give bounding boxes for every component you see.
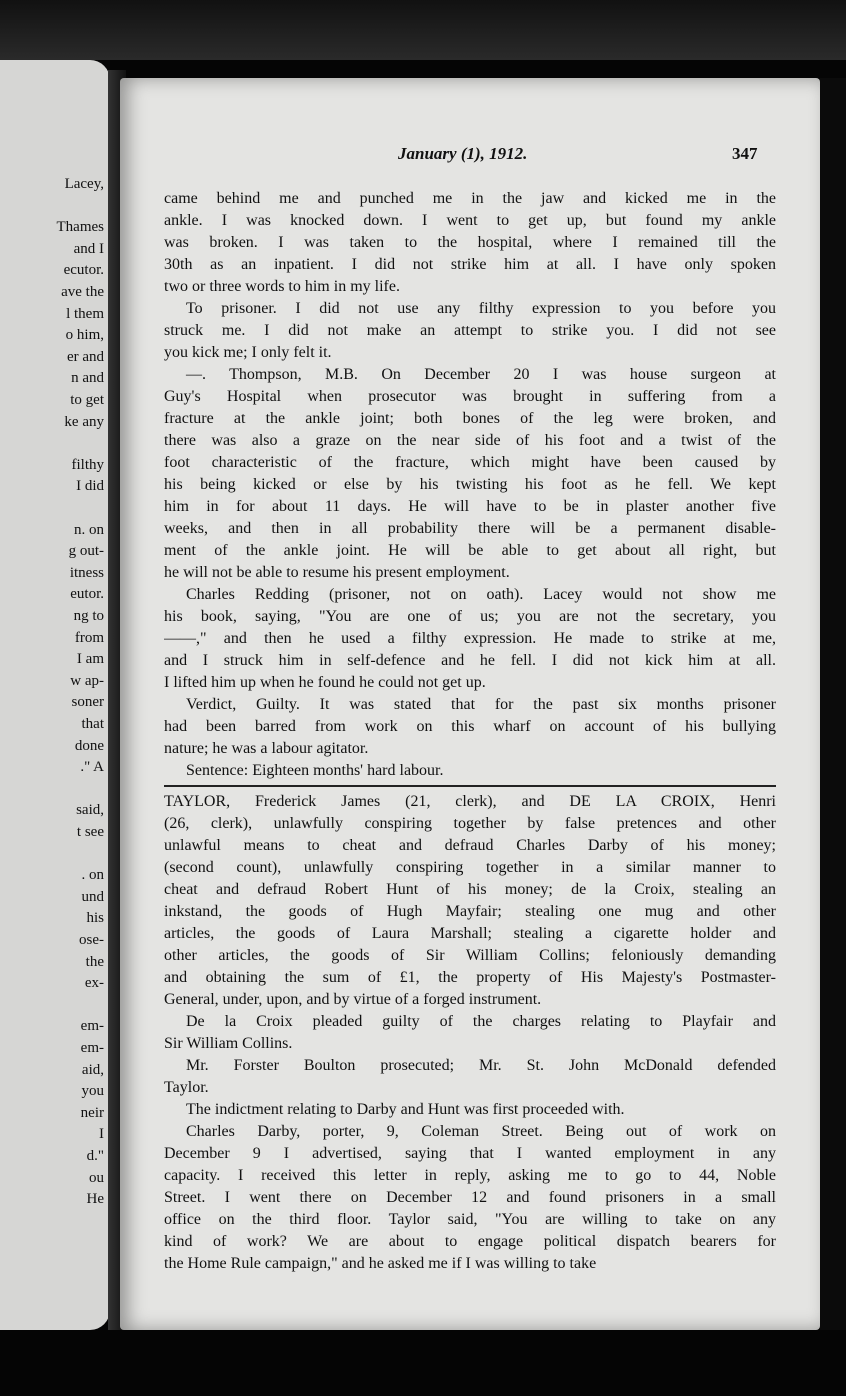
text-line: other articles, the goods of Sir William Collins; feloniously demanding — [164, 947, 776, 964]
left-page-fragment: em- — [80, 1018, 104, 1035]
text-line: Street. I went there on December 12 and found prisoners in a small — [164, 1189, 776, 1206]
text-line: (second count), unlawfully conspiring together in a similar manner to — [164, 859, 776, 876]
left-page-fragment: w ap- — [70, 672, 104, 689]
left-page-fragment: aid, — [81, 1061, 104, 1078]
left-page-fragment: his — [86, 910, 104, 927]
text-line: ankle. I was knocked down. I went to get up, but found my ankle — [164, 212, 776, 229]
left-page-fragment: and I — [73, 240, 104, 257]
scan-top-edge — [0, 0, 846, 60]
left-page-fragment: er and — [66, 348, 104, 365]
text-line: nature; he was a labour agitator. — [164, 740, 369, 757]
text-line: came behind me and punched me in the jaw and kicked me in the — [164, 190, 776, 207]
left-page-fragment: ose- — [79, 932, 104, 948]
left-page-fragment: eutor. — [70, 586, 104, 603]
left-page-fragment: done — [74, 737, 104, 754]
left-page-fragment: d." — [86, 1148, 104, 1164]
left-page-fragment: ex- — [84, 975, 104, 992]
text-line: kind of work? We are about to engage political dispatch bearers for — [164, 1233, 776, 1250]
left-page-fragment: t see — [76, 824, 104, 840]
left-page-fragment: ng to — [73, 608, 104, 624]
text-line: and I struck him in self-defence and he fell. I did not kick him at all. — [164, 652, 776, 669]
left-page-fragment: em- — [80, 1040, 104, 1056]
left-page-fragment: you — [81, 1083, 104, 1100]
left-page-fragment: und — [81, 888, 104, 905]
case-separator-rule — [164, 785, 776, 787]
left-page-fragment: said, — [76, 802, 104, 819]
text-line: office on the third floor. Taylor said, "You are willing to take on any — [164, 1211, 776, 1228]
text-line: 30th as an inpatient. I did not strike him at all. I have only spoken — [164, 256, 776, 273]
text-line: Mr. Forster Boulton prosecuted; Mr. St. John McDonald defended — [186, 1057, 776, 1074]
text-line: I lifted him up when he found he could not get up. — [164, 674, 486, 691]
left-page-fragment: Lacey, — [64, 176, 104, 192]
left-page-fragment: ke any — [64, 413, 104, 430]
page-body — [164, 188, 776, 1275]
text-line: —. Thompson, M.B. On December 20 I was house surgeon at — [186, 366, 776, 383]
left-page-fragment: He — [86, 1191, 104, 1208]
left-facing-page — [0, 60, 110, 1330]
left-page-fragment: Thames — [56, 219, 104, 236]
left-page-fragment: ecutor. — [63, 262, 104, 279]
text-line: unlawful means to cheat and defraud Charles Darby of his money; — [164, 837, 776, 854]
text-line: TAYLOR, Frederick James (21, clerk), and DE LA CROIX, Henri — [164, 793, 776, 810]
text-line: was broken. I was taken to the hospital, where I remained till the — [164, 234, 776, 251]
left-page-fragment: . on — [81, 867, 104, 884]
text-line: there was also a graze on the near side of his foot and a twist of the — [164, 432, 776, 449]
left-page-fragment: g out- — [68, 543, 104, 560]
text-line: foot characteristic of the fracture, which might have been caused by — [164, 454, 776, 471]
text-line: the Home Rule campaign," and he asked me if I was willing to take — [164, 1255, 597, 1272]
left-page-fragment: the — [85, 953, 104, 970]
left-page-fragment: I — [99, 1126, 104, 1143]
left-page-fragment: ou — [89, 1169, 104, 1186]
book-page — [120, 78, 820, 1330]
text-line: The indictment relating to Darby and Hunt was first proceeded with. — [186, 1101, 625, 1118]
text-line: Charles Darby, porter, 9, Coleman Street. Being out of work on — [186, 1123, 776, 1140]
text-line: he will not be able to resume his present employment. — [164, 564, 510, 581]
scan-right-edge — [820, 78, 846, 1330]
left-page-fragment: o him, — [65, 327, 104, 344]
left-page-fragment: soner — [71, 694, 104, 711]
text-line: had been barred from work on this wharf on account of his bullying — [164, 718, 776, 735]
text-line: De la Croix pleaded guilty of the charges relating to Playfair and — [186, 1013, 776, 1030]
page-header — [120, 144, 820, 168]
text-line: his being kicked or else by his twisting his foot as he fell. We kept — [164, 476, 776, 493]
text-line: him in for about 11 days. He will have to be in plaster another five — [164, 498, 776, 515]
text-line: capacity. I received this letter in reply, asking me to go to 44, Noble — [164, 1167, 776, 1184]
text-line: Verdict, Guilty. It was stated that for the past six months prisoner — [186, 696, 776, 713]
text-line: articles, the goods of Laura Marshall; stealing a cigarette holder and — [164, 925, 776, 942]
page-number: 347 — [732, 144, 758, 163]
left-page-fragment: filthy — [71, 456, 104, 473]
left-page-fragment: neir — [80, 1104, 104, 1121]
left-page-fragment: ave the — [61, 284, 104, 300]
left-page-fragment: itness — [69, 564, 104, 581]
left-page-fragment: l them — [66, 305, 104, 322]
left-page-fragment: to get — [70, 392, 104, 408]
left-page-fragment: ." A — [80, 759, 104, 776]
text-line: Guy's Hospital when prosecutor was brought in suffering from a — [164, 388, 776, 405]
text-line: ——," and then he used a filthy expression. He made to strike at me, — [164, 630, 776, 647]
left-page-fragment: n. on — [74, 521, 104, 538]
left-page-fragment: from — [74, 629, 104, 646]
text-line: weeks, and then in all probability there will be a permanent disable- — [164, 520, 776, 537]
text-line: To prisoner. I did not use any filthy expression to you before you — [186, 300, 776, 317]
text-line: (26, clerk), unlawfully conspiring together by false pretences and other — [164, 815, 776, 832]
text-line: you kick me; I only felt it. — [164, 344, 332, 361]
text-line: Sentence: Eighteen months' hard labour. — [186, 762, 444, 779]
running-head: January (1), 1912. — [398, 144, 528, 163]
text-line: fracture at the ankle joint; both bones of the leg were broken, and — [164, 410, 776, 427]
text-line: his book, saying, "You are one of us; you are not the secretary, you — [164, 608, 776, 625]
text-line: ment of the ankle joint. He will be able to get about all right, but — [164, 542, 776, 559]
left-page-fragment: that — [81, 716, 104, 732]
text-line: two or three words to him in my life. — [164, 278, 400, 295]
text-line: December 9 I advertised, saying that I wanted employment in any — [164, 1145, 776, 1162]
text-line: Charles Redding (prisoner, not on oath). Lacey would not show me — [186, 586, 776, 603]
text-line: Sir William Collins. — [164, 1035, 293, 1052]
text-line: and obtaining the sum of £1, the property of His Majesty's Postmaster- — [164, 969, 776, 986]
text-line: Taylor. — [164, 1079, 209, 1096]
left-page-fragment: I am — [76, 651, 104, 668]
left-page-fragment: n and — [71, 370, 104, 387]
left-page-fragment: I did — [76, 478, 104, 495]
text-line: cheat and defraud Robert Hunt of his money; de la Croix, stealing an — [164, 881, 776, 898]
text-line: struck me. I did not make an attempt to strike you. I did not see — [164, 322, 776, 339]
text-line: General, under, upon, and by virtue of a forged instrument. — [164, 991, 542, 1008]
text-line: inkstand, the goods of Hugh Mayfair; stealing one mug and other — [164, 903, 776, 920]
